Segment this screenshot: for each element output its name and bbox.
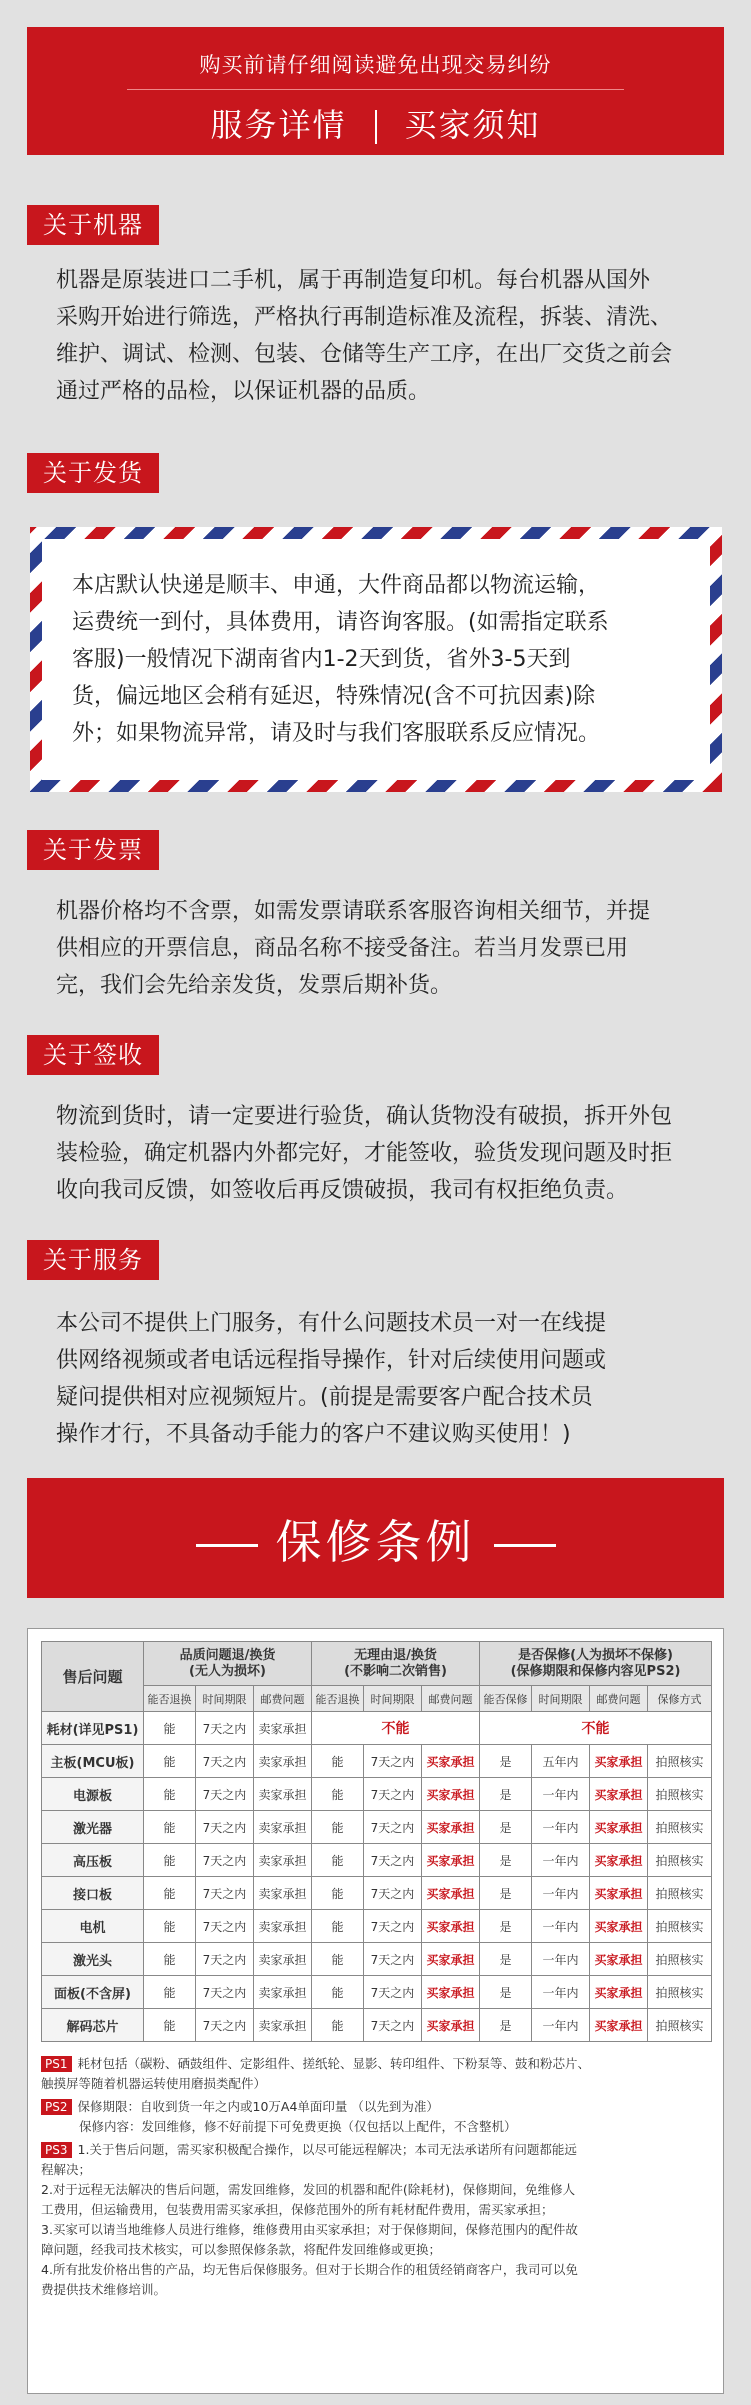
section-tag-service: 关于服务 — [27, 1240, 159, 1280]
note-line: 程解决； — [41, 2162, 92, 2177]
table-cell-not-allowed: 不能 — [312, 1712, 480, 1745]
header-links — [27, 100, 724, 146]
header-line: 无理由退/换货 — [354, 1647, 437, 1663]
table-cell: 一年内 — [532, 1778, 590, 1811]
table-row — [42, 1745, 712, 1778]
table-cell: 7天之内 — [196, 1844, 254, 1877]
text-line: 本店默认快递是顺丰、申通，大件商品都以物流运输， — [72, 573, 601, 598]
table-cell: 7天之内 — [364, 1778, 422, 1811]
text-line: 货，偏远地区会稍有延迟，特殊情况(含不可抗因素)除 — [72, 684, 596, 709]
table-cell: 能 — [312, 2009, 364, 2042]
text-line: 客服)一般情况下湖南省内1-2天到货，省外3-5天到 — [72, 647, 571, 672]
table-cell: 能 — [312, 1943, 364, 1976]
table-cell: 能 — [144, 2009, 196, 2042]
table-row — [42, 1712, 712, 1745]
ps-badge: PS3 — [41, 2142, 72, 2158]
table-cell: 拍照核实 — [648, 1943, 712, 1976]
table-cell: 是 — [480, 1943, 532, 1976]
service-text — [56, 1305, 696, 1453]
shipping-text — [72, 567, 680, 752]
text-line: 物流到货时，请一定要进行验货，确认货物没有破损，拆开外包 — [56, 1104, 673, 1129]
table-cell: 能 — [144, 1844, 196, 1877]
sub-header: 邮费问题 — [422, 1686, 480, 1712]
title-dash-left — [196, 1544, 258, 1547]
row-name: 耗材(详见PS1) — [42, 1712, 144, 1745]
table-cell: 卖家承担 — [254, 1778, 312, 1811]
table-cell: 是 — [480, 1745, 532, 1778]
table-cell: 是 — [480, 1877, 532, 1910]
ps-badge: PS1 — [41, 2056, 72, 2072]
table-cell: 卖家承担 — [254, 1712, 312, 1745]
table-cell: 7天之内 — [364, 1811, 422, 1844]
note-line: 保修内容：发回维修，修不好前提下可免费更换（仅包括以上配件，不含整机） — [79, 2119, 517, 2134]
warranty-table-card — [27, 1628, 724, 2394]
table-cell: 7天之内 — [196, 1811, 254, 1844]
table-cell: 7天之内 — [196, 1778, 254, 1811]
table-cell: 卖家承担 — [254, 1844, 312, 1877]
table-row — [42, 1778, 712, 1811]
table-cell: 是 — [480, 1844, 532, 1877]
warranty-table-body — [42, 1712, 712, 2042]
table-cell: 拍照核实 — [648, 2009, 712, 2042]
table-cell: 拍照核实 — [648, 1877, 712, 1910]
sub-header: 时间期限 — [196, 1686, 254, 1712]
text-line: 机器是原装进口二手机，属于再制造复印机。每台机器从国外 — [56, 268, 651, 293]
note-line: 障问题，经我司技术核实，可以参照保修条款，将配件发回维修或更换； — [41, 2242, 442, 2257]
table-cell: 买家承担 — [422, 1844, 480, 1877]
table-cell: 买家承担 — [590, 1844, 648, 1877]
table-cell: 一年内 — [532, 1877, 590, 1910]
sub-header: 能否退换 — [144, 1686, 196, 1712]
note-line: 4.所有批发价格出售的产品，均无售后保修服务。但对于长期合作的租赁经销商客户，我司可以免 — [41, 2262, 578, 2277]
section-tag-machine: 关于机器 — [27, 205, 159, 245]
table-cell: 卖家承担 — [254, 1910, 312, 1943]
table-cell: 7天之内 — [196, 1976, 254, 2009]
table-cell: 一年内 — [532, 1943, 590, 1976]
text-line: 运费统一到付，具体费用，请咨询客服。(如需指定联系 — [72, 610, 609, 635]
text-line: 装检验，确定机器内外都完好，才能签收，验货发现问题及时拒 — [56, 1141, 673, 1166]
table-cell: 卖家承担 — [254, 1976, 312, 2009]
table-cell: 拍照核实 — [648, 1976, 712, 2009]
invoice-text — [56, 893, 696, 1004]
table-cell: 是 — [480, 1976, 532, 2009]
title-dash-right — [494, 1544, 556, 1547]
table-cell: 买家承担 — [590, 1745, 648, 1778]
table-cell: 买家承担 — [422, 1778, 480, 1811]
table-cell: 能 — [144, 1778, 196, 1811]
row-name: 激光头 — [42, 1943, 144, 1976]
table-cell: 能 — [312, 1910, 364, 1943]
row-name: 电机 — [42, 1910, 144, 1943]
table-cell: 7天之内 — [364, 1976, 422, 2009]
table-cell: 拍照核实 — [648, 1844, 712, 1877]
note-line: 保修期限：自收到货一年之内或10万A4单面印量 （以先到为准） — [77, 2099, 439, 2114]
header-line: 品质问题退/换货 — [179, 1647, 276, 1663]
link-separator — [375, 110, 377, 144]
table-cell: 能 — [312, 1778, 364, 1811]
table-cell: 是 — [480, 1910, 532, 1943]
table-row — [42, 1844, 712, 1877]
table-cell: 一年内 — [532, 1844, 590, 1877]
header-line: (无人为损坏) — [189, 1663, 266, 1679]
row-name: 解码芯片 — [42, 2009, 144, 2042]
table-cell: 买家承担 — [422, 1976, 480, 2009]
section-tag-invoice: 关于发票 — [27, 830, 159, 870]
text-line: 外；如果物流异常，请及时与我们客服联系反应情况。 — [72, 721, 601, 746]
receipt-text — [56, 1098, 696, 1209]
text-line: 操作才行，不具备动手能力的客户不建议购买使用！) — [56, 1422, 571, 1447]
table-cell: 卖家承担 — [254, 1877, 312, 1910]
note-line: 3.买家可以请当地维修人员进行维修，维修费用由买家承担；对于保修期间，保修范围内的配件故 — [41, 2222, 578, 2237]
table-cell-not-allowed: 不能 — [480, 1712, 712, 1745]
table-cell: 能 — [312, 1976, 364, 2009]
table-cell: 买家承担 — [590, 1778, 648, 1811]
purchase-notice: 购买前请仔细阅读避免出现交易纠纷 — [199, 53, 552, 77]
note-line: 2.对于远程无法解决的售后问题，需发回维修，发回的机器和配件(除耗材)，保修期间，免维修人 — [41, 2182, 576, 2197]
row-name: 主板(MCU板) — [42, 1745, 144, 1778]
section-tag-shipping: 关于发货 — [27, 453, 159, 493]
table-cell: 能 — [144, 1745, 196, 1778]
airmail-frame — [30, 527, 722, 792]
text-line: 通过严格的品检，以保证机器的品质。 — [56, 379, 431, 404]
table-cell: 买家承担 — [422, 1745, 480, 1778]
table-cell: 是 — [480, 1778, 532, 1811]
top-banner — [27, 27, 724, 155]
text-line: 疑问提供相对应视频短片。(前提是需要客户配合技术员 — [56, 1385, 593, 1410]
table-cell: 7天之内 — [196, 1712, 254, 1745]
table-cell: 7天之内 — [364, 1745, 422, 1778]
table-cell: 买家承担 — [590, 1943, 648, 1976]
ps-badge: PS2 — [41, 2099, 72, 2115]
note-line: 耗材包括（碳粉、硒鼓组件、定影组件、搓纸轮、显影、转印组件、下粉泵等、鼓和粉芯片、 — [77, 2056, 591, 2071]
sub-header: 邮费问题 — [254, 1686, 312, 1712]
table-cell: 买家承担 — [422, 1910, 480, 1943]
table-cell: 7天之内 — [364, 1943, 422, 1976]
table-cell: 拍照核实 — [648, 1910, 712, 1943]
table-cell: 一年内 — [532, 1811, 590, 1844]
table-cell: 一年内 — [532, 1910, 590, 1943]
table-cell: 7天之内 — [196, 1877, 254, 1910]
table-cell: 7天之内 — [196, 1910, 254, 1943]
table-cell: 能 — [144, 1811, 196, 1844]
table-cell: 能 — [312, 1811, 364, 1844]
note-line: 1.关于售后问题，需买家积极配合操作，以尽可能远程解决；本司无法承诺所有问题都能远 — [77, 2142, 577, 2157]
note-ps3 — [41, 2140, 710, 2300]
sub-header: 时间期限 — [532, 1686, 590, 1712]
table-cell: 7天之内 — [196, 2009, 254, 2042]
table-row — [42, 1976, 712, 2009]
buyer-notice-link[interactable]: 买家须知 — [404, 106, 541, 144]
table-cell: 是 — [480, 1811, 532, 1844]
table-cell: 7天之内 — [196, 1745, 254, 1778]
table-cell: 拍照核实 — [648, 1778, 712, 1811]
table-cell: 卖家承担 — [254, 1811, 312, 1844]
table-cell: 能 — [312, 1877, 364, 1910]
table-cell: 买家承担 — [590, 1877, 648, 1910]
table-cell: 拍照核实 — [648, 1811, 712, 1844]
table-row — [42, 1910, 712, 1943]
warranty-banner — [27, 1478, 724, 1598]
service-details-link[interactable]: 服务详情 — [210, 106, 347, 144]
table-cell: 能 — [144, 1712, 196, 1745]
table-row — [42, 1877, 712, 1910]
table-row — [42, 2009, 712, 2042]
sub-header: 能否保修 — [480, 1686, 532, 1712]
sub-header: 时间期限 — [364, 1686, 422, 1712]
row-name: 面板(不含屏) — [42, 1976, 144, 2009]
table-cell: 7天之内 — [364, 1844, 422, 1877]
section-tag-receipt: 关于签收 — [27, 1035, 159, 1075]
text-line: 供相应的开票信息，商品名称不接受备注。若当月发票已用 — [56, 936, 629, 961]
table-cell: 能 — [312, 1745, 364, 1778]
header-after-sales: 售后问题 — [42, 1642, 144, 1712]
table-cell: 卖家承担 — [254, 1943, 312, 1976]
note-line: 费提供技术维修培训。 — [41, 2282, 167, 2297]
row-name: 激光器 — [42, 1811, 144, 1844]
text-line: 供网络视频或者电话远程指导操作，针对后续使用问题或 — [56, 1348, 607, 1373]
table-cell: 7天之内 — [364, 1877, 422, 1910]
sub-header: 邮费问题 — [590, 1686, 648, 1712]
header-no-reason-return — [312, 1642, 480, 1686]
text-line: 本公司不提供上门服务，有什么问题技术员一对一在线提 — [56, 1311, 607, 1336]
header-quality-return — [144, 1642, 312, 1686]
machine-text — [56, 262, 696, 410]
table-cell: 能 — [144, 1943, 196, 1976]
table-cell: 能 — [312, 1844, 364, 1877]
text-line: 收向我司反馈，如签收后再反馈破损，我司有权拒绝负责。 — [56, 1178, 629, 1203]
table-cell: 五年内 — [532, 1745, 590, 1778]
header-line: 是否保修(人为损坏不保修) — [518, 1647, 673, 1663]
table-cell: 买家承担 — [422, 1811, 480, 1844]
shipping-box — [42, 539, 710, 780]
table-cell: 7天之内 — [364, 2009, 422, 2042]
text-line: 机器价格均不含票，如需发票请联系客服咨询相关细节，并提 — [56, 899, 651, 924]
table-cell: 卖家承担 — [254, 1745, 312, 1778]
table-cell: 7天之内 — [196, 1943, 254, 1976]
row-name: 电源板 — [42, 1778, 144, 1811]
table-cell: 买家承担 — [590, 1976, 648, 2009]
table-cell: 7天之内 — [364, 1910, 422, 1943]
warranty-table — [41, 1641, 712, 2042]
sub-header: 保修方式 — [648, 1686, 712, 1712]
table-row — [42, 1811, 712, 1844]
note-ps1 — [41, 2054, 710, 2094]
note-line: 工费用，但运输费用，包装费用需买家承担，保修范围外的所有耗材配件费用，需买家承担； — [41, 2202, 554, 2217]
text-line: 完，我们会先给亲发货，发票后期补货。 — [56, 973, 453, 998]
table-row — [42, 1943, 712, 1976]
header-warranty — [480, 1642, 712, 1686]
table-cell: 买家承担 — [590, 2009, 648, 2042]
table-cell: 卖家承担 — [254, 2009, 312, 2042]
row-name: 高压板 — [42, 1844, 144, 1877]
text-line: 维护、调试、检测、包装、仓储等生产工序，在出厂交货之前会 — [56, 342, 673, 367]
note-line: 触摸屏等随着机器运转使用磨损类配件） — [41, 2076, 267, 2091]
table-cell: 买家承担 — [422, 1877, 480, 1910]
table-cell: 是 — [480, 2009, 532, 2042]
warranty-notes — [41, 2054, 710, 2300]
warranty-title-wrap — [27, 1506, 724, 1572]
table-cell: 一年内 — [532, 1976, 590, 2009]
sub-header: 能否退换 — [312, 1686, 364, 1712]
header-line: (不影响二次销售) — [344, 1663, 447, 1679]
table-cell: 能 — [144, 1877, 196, 1910]
table-cell: 买家承担 — [422, 2009, 480, 2042]
table-cell: 能 — [144, 1910, 196, 1943]
table-cell: 拍照核实 — [648, 1745, 712, 1778]
table-cell: 买家承担 — [590, 1811, 648, 1844]
text-line: 采购开始进行筛选，严格执行再制造标准及流程，拆装、清洗、 — [56, 305, 673, 330]
table-cell: 一年内 — [532, 2009, 590, 2042]
header-line: (保修期限和保修内容见PS2) — [510, 1663, 681, 1679]
warranty-title: 保修条例 — [275, 1515, 476, 1569]
divider — [127, 89, 624, 90]
table-cell: 买家承担 — [422, 1943, 480, 1976]
row-name: 接口板 — [42, 1877, 144, 1910]
table-cell: 能 — [144, 1976, 196, 2009]
table-cell: 买家承担 — [590, 1910, 648, 1943]
note-ps2 — [41, 2097, 710, 2137]
